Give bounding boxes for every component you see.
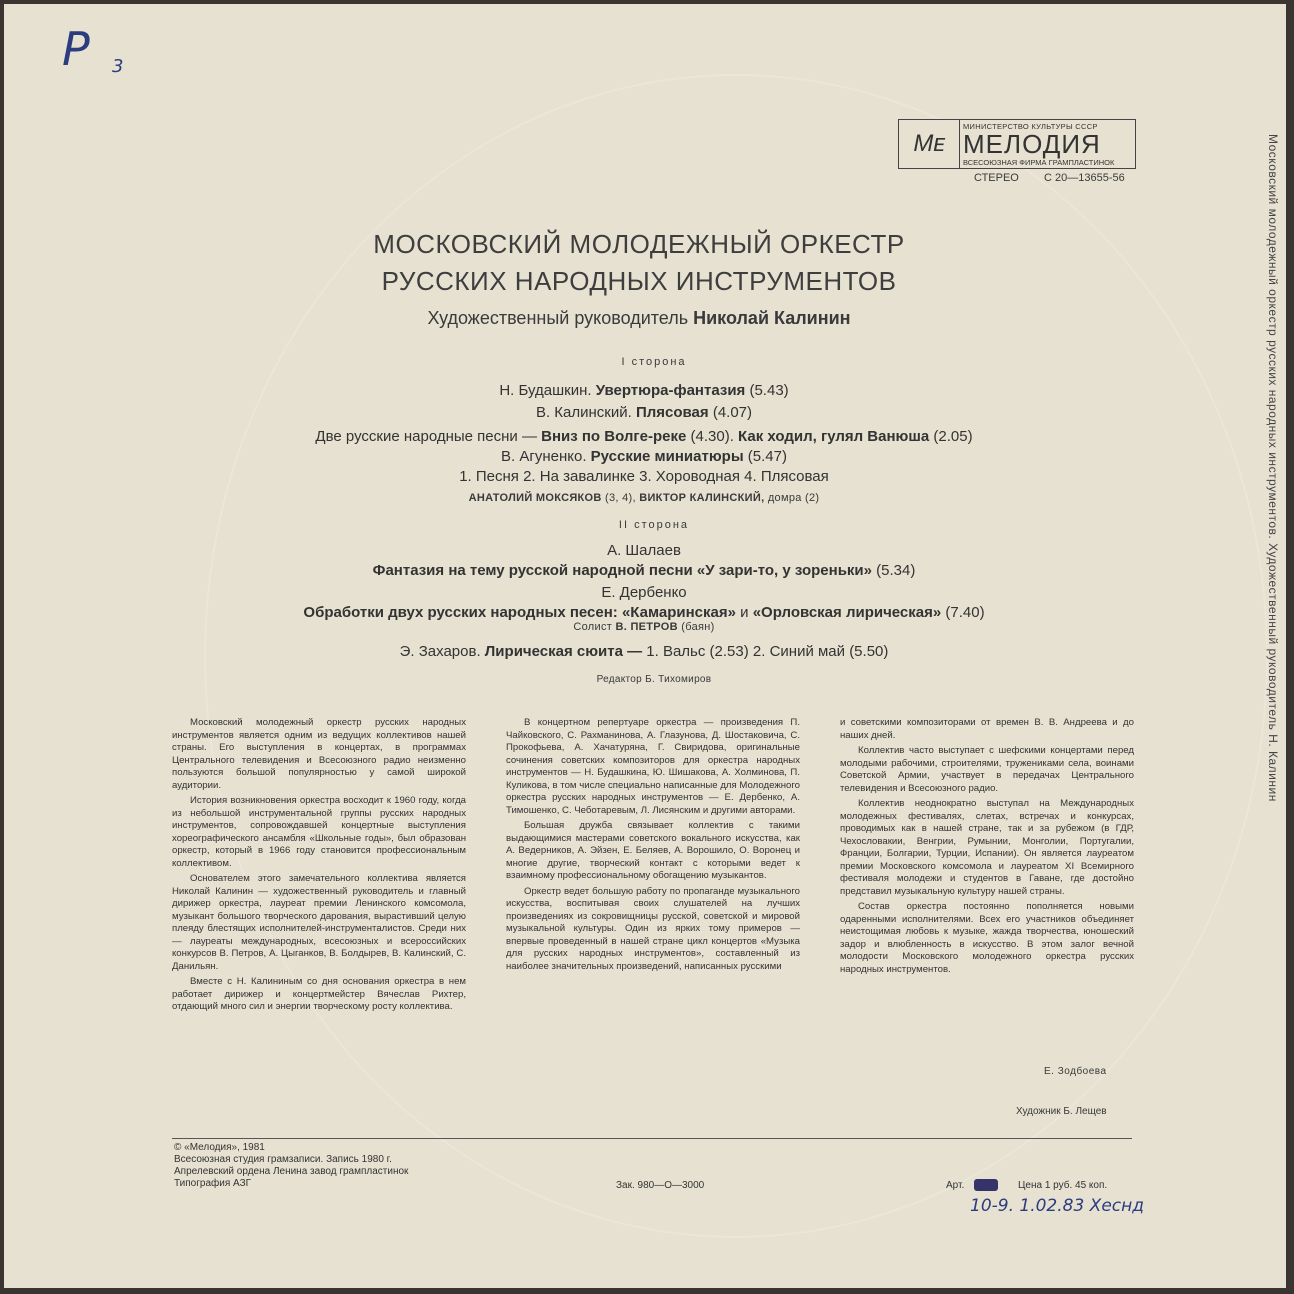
- side1-track4: [204, 448, 1084, 465]
- side2-soloist: [204, 621, 1084, 633]
- handwritten-letter: Р: [62, 22, 90, 76]
- logo-brand: МЕЛОДИЯ: [963, 129, 1101, 159]
- art-label: Арт.: [946, 1180, 965, 1191]
- price: Цена 1 руб. 45 коп.: [1018, 1180, 1108, 1191]
- logo-firm: ВСЕСОЮЗНАЯ ФИРМА ГРАМПЛАСТИНОК: [963, 158, 1115, 167]
- side1-track3: [204, 428, 1084, 445]
- notes-paragraph: В концертном репертуаре оркестра — произведения П. Чайковского, С. Рахманинова, А. Глазунова, Д. Шостаковича, С. Прокофьева, А. Хачатуряна, Г. Свиридова, оригинальные сочинения советских композиторов для оркестра народных инструментов — Н. Будашкина, Ю. Шишакова, А. Холминова, П. Куликова, в том числе специально написанные для Молодежного оркестра русских народных инструментов — Е. Дербенко, А. Тимошенко, С. Чеботаревым, Л. Лисянским и другими авторами.: [506, 717, 800, 816]
- notes-column-1: [172, 717, 466, 1017]
- side1-track4-parts: 1. Песня 2. На завалинке 3. Хороводная 4. Плясовая: [459, 468, 829, 485]
- recording-studio: Всесоюзная студия грамзаписи. Запись 1980 г.: [174, 1154, 392, 1165]
- title-line-1: МОСКОВСКИЙ МОЛОДЕЖНЫЙ ОРКЕСТР: [373, 229, 905, 259]
- side2-track2-composer: Е. Дербенко: [601, 584, 687, 601]
- spine-text: Московский молодежный оркестр русских народных инструментов. Художественный руководитель Н. Калинин: [1266, 134, 1280, 802]
- notes-paragraph: Основателем этого замечательного коллектива является Николай Калинин — художественный руководитель и главный дирижер оркестра, лауреат премии Ленинского комсомола, музыкант большого творческого дарования, вырастивший целую плеяду блестящих исполнителей-инструменталистов. Среди них — лауреаты международных, всесоюзных и всероссийских конкурсов В. Петров, А. Цыганков, В. Болдырев, В. Калинский, С. Данильян.: [172, 873, 466, 972]
- pressing-plant: Апрелевский ордена Ленина завод грампластинок: [174, 1166, 409, 1177]
- track-title: Лирическая сюита —: [484, 643, 643, 660]
- side1-heading: I сторона: [621, 356, 687, 368]
- side2-track3: [204, 643, 1084, 660]
- track-title: Обработки двух русских народных песен: «Камаринская»: [303, 604, 736, 621]
- track-title: Русские миниатюры: [590, 448, 744, 465]
- conjunction: и: [740, 604, 749, 621]
- track-title: Увертюра-фантазия: [595, 382, 746, 399]
- soloist-instrument: (баян): [681, 621, 715, 633]
- notes-paragraph: Вместе с Н. Калининым со дня основания оркестра в нем работает дирижер и концертмейстер Вячеслав Рихтер, отдающий много сил и энергии творческому росту коллектива.: [172, 976, 466, 1012]
- side1-soloists: [204, 492, 1084, 504]
- melodiya-logo: [898, 119, 1136, 169]
- track-prefix: Две русские народные песни —: [315, 428, 537, 445]
- track-title: Вниз по Волге-реке: [541, 428, 687, 445]
- track-title: Как ходил, гулял Ванюша: [738, 428, 930, 445]
- duration: (4.07): [712, 404, 753, 421]
- notes-paragraph: Большая дружба связывает коллектив с такими выдающимися мастерами советского вокального искусства, как А. Ведерников, А. Эйзен, Е. Беляев, А. Ворошило, О. Воронец и многие другие, творческий контакт с которыми ведет к взаимному профессиональному обогащению музыкантов.: [506, 820, 800, 881]
- side2-track1: [204, 562, 1084, 579]
- side2-heading: II сторона: [618, 519, 690, 531]
- director-name: Николай Калинин: [693, 308, 851, 328]
- notes-paragraph: и советскими композиторами от времен В. В. Андреева и до наших дней.: [840, 717, 1134, 741]
- notes-paragraph: История возникновения оркестра восходит к 1960 году, когда из небольшой инструментальной группы русских народных инструментов, сопровождавшей концертные выступления хореографического ансамбля «Школьные годы», был образован оркестр, который в 1966 году становится профессиональным коллективом.: [172, 795, 466, 869]
- logo-ministry: МИНИСТЕРСТВО КУЛЬТУРЫ СССР: [963, 122, 1098, 131]
- track-title: «Орловская лирическая»: [752, 604, 942, 621]
- soloist-name: В. ПЕТРОВ: [615, 621, 678, 633]
- duration: (7.40): [945, 604, 985, 621]
- handwritten-note: 10-9. 1.02.83 Хеснд: [970, 1196, 1145, 1216]
- soloist-prefix: Солист: [573, 621, 613, 633]
- notes-paragraph: Состав оркестра постоянно пополняется новыми одаренными исполнителями. Всех его участников объединяет неистощимая любовь к музыке, жажда творчества, юношеский задор и влюбленность в искусство. В этом залог вечной молодости Московского молодежного оркестра русских народных инструментов.: [840, 901, 1134, 975]
- duration: (5.34): [876, 562, 916, 579]
- notes-author: Е. Зодбоева: [1044, 1066, 1107, 1077]
- order-number: Зак. 980—О—3000: [616, 1180, 705, 1191]
- notes-column-3: [840, 717, 1134, 979]
- soloist-parts: (3, 4),: [605, 492, 636, 504]
- printing-house: Типография АЗГ: [174, 1178, 252, 1189]
- composer: Н. Будашкин.: [499, 382, 592, 399]
- notes-paragraph: Московский молодежный оркестр русских народных инструментов является одним из ведущих коллективов нашей страны. Его выступления в концертах, в программах Центрального телевидения и Всесоюзного радио неизменно пользуются большой популярностью у самой широкой аудитории.: [172, 717, 466, 791]
- notes-column-2: [506, 717, 800, 976]
- album-back-cover: [4, 4, 1286, 1288]
- track-parts: 1. Вальс (2.53) 2. Синий май (5.50): [646, 643, 889, 660]
- handwritten-number: 3: [112, 56, 124, 77]
- side1-track1: [204, 382, 1084, 399]
- notes-paragraph: Коллектив неоднократно выступал на Международных молодежных фестивалях, слетах, встречах и конкурсах, проводимых как в нашей стране, так и за рубежом (в ГДР, Чехословакии, Венгрии, Румынии, Монголии, Португалии, Франции, Болгарии, Турции, Испании). Он является лауреатом премии Московского комсомола и лауреатом XI Всемирного фестиваля молодежи и студентов в Гаване, где достойно представил музыкальную культуру нашей страны.: [840, 798, 1134, 897]
- director-line: [204, 308, 1074, 329]
- artist-credit: Художник Б. Лещев: [1016, 1106, 1107, 1117]
- editor-credit: Редактор Б. Тихомиров: [596, 674, 712, 685]
- soloist-name: АНАТОЛИЙ МОКСЯКОВ: [468, 492, 602, 504]
- notes-paragraph: Коллектив часто выступает с шефскими концертами перед молодыми рабочими, строителями, тружениками села, воинами Советской Армии, участвует в передачах Центрального телевидения и Всесоюзного радио.: [840, 745, 1134, 794]
- side1-track2: [204, 404, 1084, 421]
- director-prefix: Художественный руководитель: [427, 308, 689, 328]
- title-line-2: РУССКИХ НАРОДНЫХ ИНСТРУМЕНТОВ: [381, 266, 897, 296]
- format-label: СТЕРЕО: [974, 172, 1019, 184]
- composer: В. Агуненко.: [501, 448, 587, 465]
- side2-track1-composer: А. Шалаев: [607, 542, 681, 559]
- duration: (5.47): [747, 448, 787, 465]
- duration: (2.05): [933, 428, 973, 445]
- melodiya-emblem: Мᴇ: [899, 120, 960, 168]
- track-title: Плясовая: [635, 404, 709, 421]
- duration: (4.30).: [690, 428, 734, 445]
- composer: В. Калинский.: [535, 404, 632, 421]
- composer: Э. Захаров.: [399, 643, 481, 660]
- catalog-number: С 20—13655-56: [1044, 172, 1125, 184]
- notes-paragraph: Оркестр ведет большую работу по пропаганде музыкального искусства, воспитывая своих слушателей на лучших произведениях из сокровищницы русской, советской и мировой музыкальной культуры. Один из ярких тому примеров — впервые проведенный в нашей стране цикл концертов «Музыка для русских народных инструментов», составленный из наиболее значительных произведений, написанных русскими: [506, 885, 800, 972]
- track-title: Фантазия на тему русской народной песни «У зари-то, у зореньки»: [372, 562, 872, 579]
- soloist-instrument: домра (2): [767, 492, 820, 504]
- copyright: © «Мелодия», 1981: [174, 1142, 265, 1153]
- ink-blot: [974, 1179, 998, 1191]
- duration: (5.43): [749, 382, 789, 399]
- side2-track2: [204, 604, 1084, 621]
- footer-divider: [172, 1138, 1132, 1139]
- footer-imprint: [174, 1142, 408, 1190]
- soloist-name: ВИКТОР КАЛИНСКИЙ,: [639, 492, 765, 504]
